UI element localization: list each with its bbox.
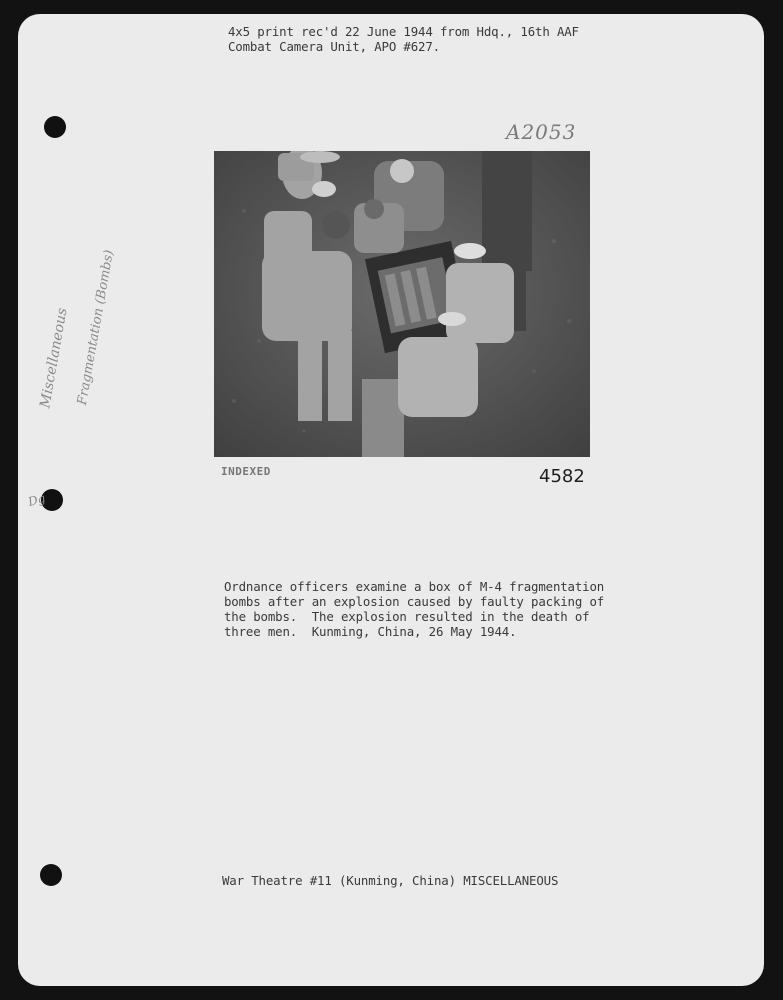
punch-hole-top	[44, 116, 66, 138]
caption-line-3: the bombs. The explosion resulted in the death of	[224, 609, 590, 624]
header-line-1: 4x5 print rec'd 22 June 1944 from Hdq., 16th AAF	[228, 24, 579, 39]
caption-line-4: three men. Kunming, China, 26 May 1944.	[224, 624, 517, 639]
margin-note-initials: Dg	[26, 490, 47, 510]
punch-hole-bottom	[40, 864, 62, 886]
caption-line-1: Ordnance officers examine a box of M-4 fragmentation	[224, 579, 605, 594]
indexed-stamp: INDEXED	[221, 465, 271, 478]
archival-photograph	[214, 151, 590, 457]
header-line-2: Combat Camera Unit, APO #627.	[228, 39, 440, 54]
accession-code: A2053	[506, 120, 577, 144]
print-number: 4582	[539, 466, 585, 487]
margin-note-fragmentation: Fragmentation (Bombs)	[74, 248, 118, 407]
margin-note-miscellaneous: Miscellaneous	[37, 306, 71, 410]
footer-text: War Theatre #11 (Kunming, China) MISCELLANEOUS	[222, 873, 559, 888]
caption-line-2: bombs after an explosion caused by faulty packing of	[224, 594, 605, 609]
